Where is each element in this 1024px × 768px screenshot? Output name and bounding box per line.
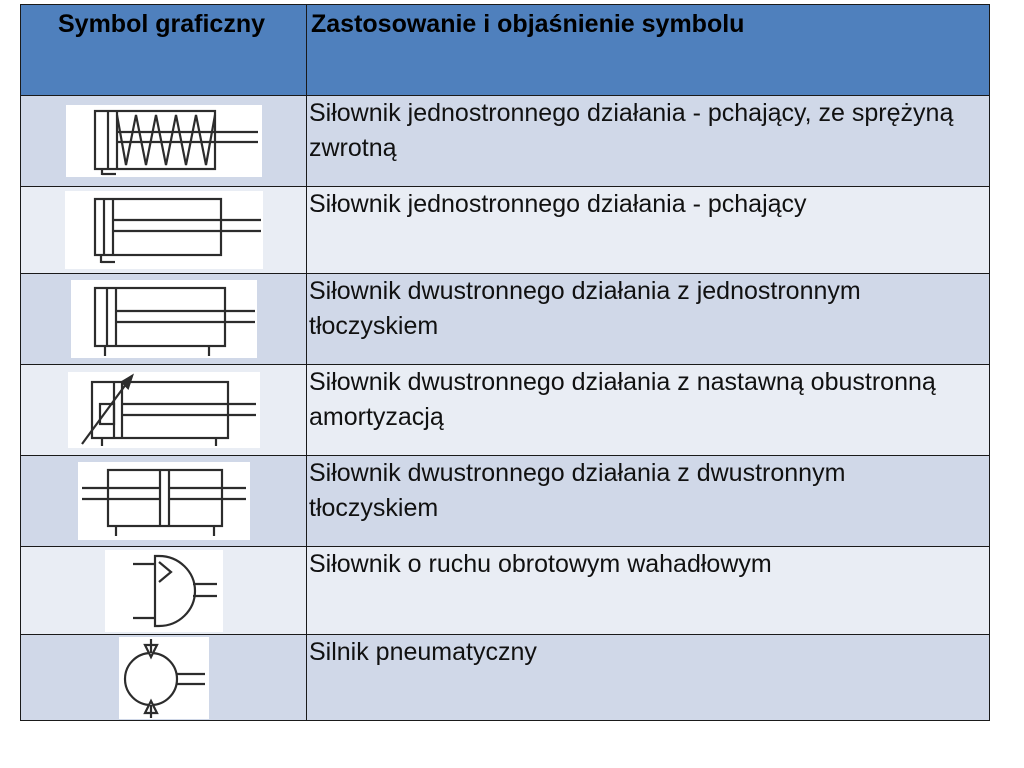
symbol-cell bbox=[21, 96, 307, 187]
symbol-cell bbox=[21, 365, 307, 456]
single-acting-cylinder-spring-return-icon bbox=[66, 105, 262, 177]
table-row bbox=[21, 274, 990, 365]
description-cell: Siłownik dwustronnego działania z dwustronnym tłoczyskiem bbox=[307, 456, 990, 547]
symbol-cell bbox=[21, 635, 307, 721]
table-row bbox=[21, 635, 990, 721]
double-acting-cylinder-single-rod-icon bbox=[71, 280, 257, 358]
symbol-cell bbox=[21, 547, 307, 635]
symbol-cell bbox=[21, 456, 307, 547]
column-header-description: Zastosowanie i objaśnienie symbolu bbox=[307, 5, 990, 96]
table-header-row bbox=[21, 5, 990, 96]
description-cell: Siłownik o ruchu obrotowym wahadłowym bbox=[307, 547, 990, 635]
double-acting-cylinder-double-rod-icon bbox=[78, 462, 250, 540]
pneumatic-symbols-table bbox=[20, 4, 990, 721]
table-row bbox=[21, 96, 990, 187]
table-row bbox=[21, 187, 990, 274]
single-acting-cylinder-push-icon bbox=[65, 191, 263, 269]
rotary-oscillating-actuator-icon bbox=[105, 550, 223, 632]
symbol-cell bbox=[21, 274, 307, 365]
double-acting-cylinder-adjustable-cushioning-icon bbox=[68, 372, 260, 448]
table-row bbox=[21, 365, 990, 456]
description-cell: Silnik pneumatyczny bbox=[307, 635, 990, 721]
table-row bbox=[21, 547, 990, 635]
description-cell: Siłownik jednostronnego działania - pchający bbox=[307, 187, 990, 274]
table-row bbox=[21, 456, 990, 547]
column-header-symbol: Symbol graficzny bbox=[21, 5, 307, 96]
pneumatic-motor-icon bbox=[119, 637, 209, 719]
description-cell: Siłownik jednostronnego działania - pchający, ze sprężyną zwrotną bbox=[307, 96, 990, 187]
description-cell: Siłownik dwustronnego działania z nastawną obustronną amortyzacją bbox=[307, 365, 990, 456]
description-cell: Siłownik dwustronnego działania z jednostronnym tłoczyskiem bbox=[307, 274, 990, 365]
symbol-cell bbox=[21, 187, 307, 274]
